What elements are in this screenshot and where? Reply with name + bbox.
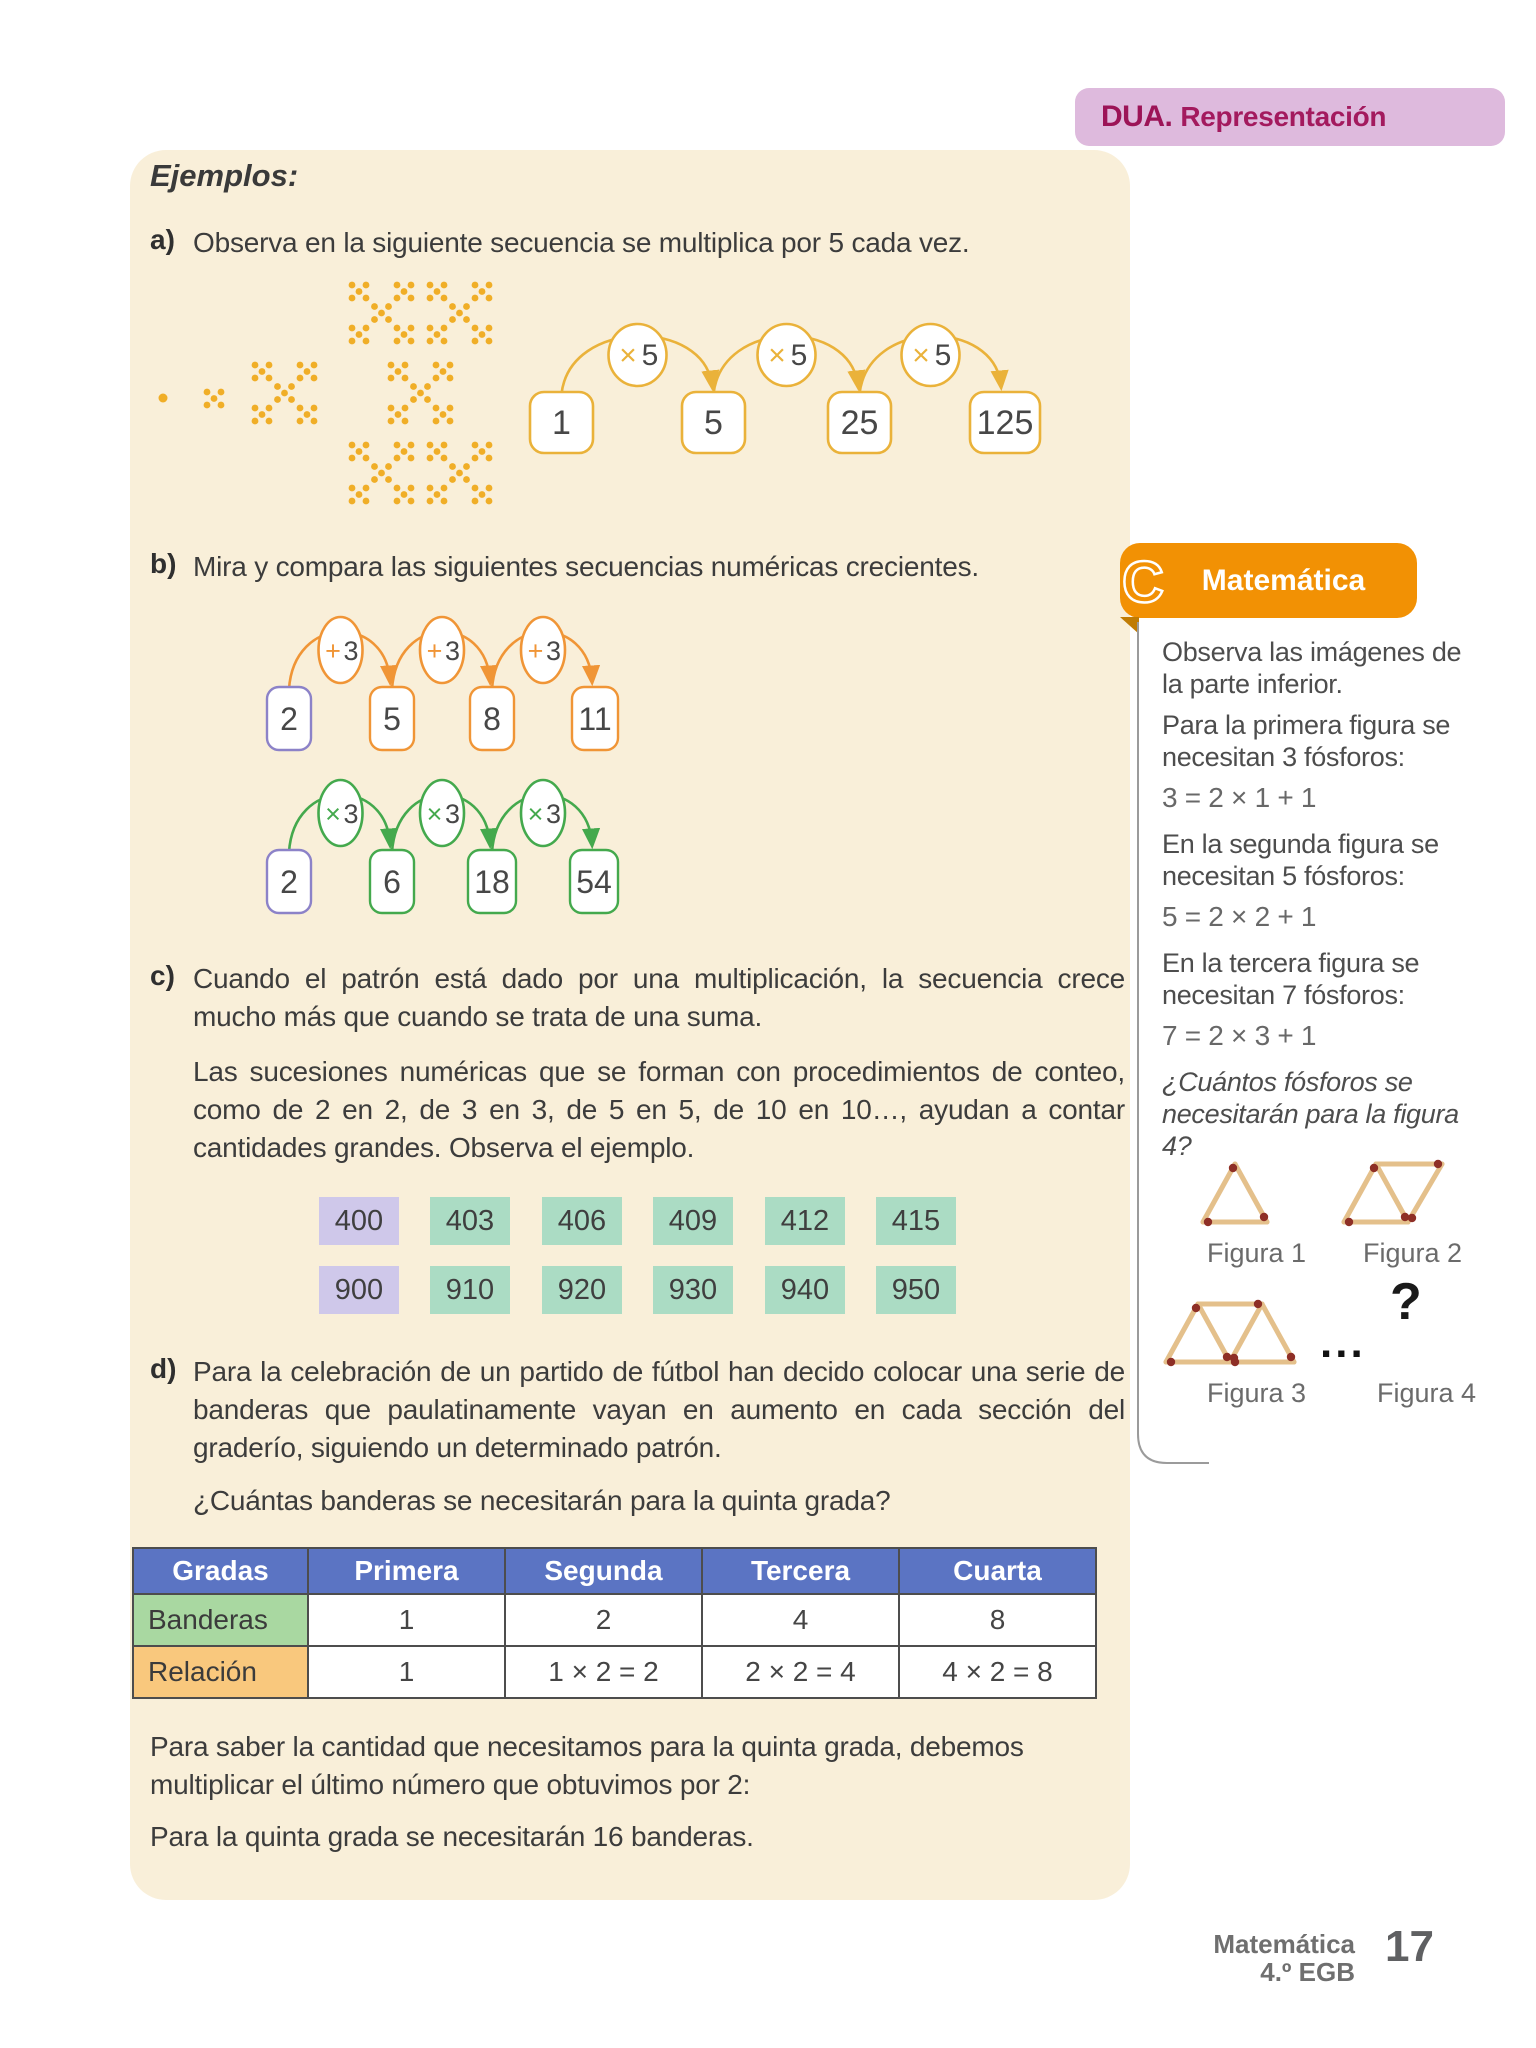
op-symbol: × xyxy=(426,799,443,829)
op-factor: 3 xyxy=(343,636,359,666)
flags-table xyxy=(132,1547,1097,1699)
value: 54 xyxy=(576,864,612,900)
example-c xyxy=(150,960,1125,1036)
value: 25 xyxy=(840,404,879,442)
row-label: Relación xyxy=(133,1646,308,1698)
examples-panel xyxy=(130,150,1130,1900)
col-header: Tercera xyxy=(702,1548,899,1594)
counting-box: 930 xyxy=(653,1266,733,1314)
footer xyxy=(1180,1930,1355,1986)
dot-5-cluster xyxy=(204,389,225,409)
op-symbol: × xyxy=(912,339,930,372)
example-c-para2: Las sucesiones numéricas que se forman con procedimientos de conteo, como de 2 en 2, de 3 en 3, de 5 en 5, de 10 en 10…, ayudan a contar cantidades grandes. Observa el ejemplo. xyxy=(193,1056,1125,1163)
value: 1 xyxy=(552,404,571,442)
table-row xyxy=(133,1594,1096,1646)
example-a-text: Observa en la siguiente secuencia se multiplica por 5 cada vez. xyxy=(193,227,970,258)
note-paragraph: En la segunda figura se necesitan 5 fósforos: xyxy=(1162,829,1439,891)
counting-box: 409 xyxy=(653,1197,733,1245)
counting-box: 900 xyxy=(319,1266,399,1314)
note-card xyxy=(1162,636,1474,1171)
figure-4-label: Figura 4 xyxy=(1377,1378,1477,1408)
op-symbol: + xyxy=(426,636,443,666)
example-b-text: Mira y compara las siguientes secuencias numéricas crecientes. xyxy=(193,551,979,582)
op-symbol: × xyxy=(619,339,637,372)
op-symbol: + xyxy=(527,636,544,666)
example-d-label: d) xyxy=(150,1353,177,1384)
example-d xyxy=(150,1353,1125,1467)
counting-box: 940 xyxy=(765,1266,845,1314)
counting-box: 950 xyxy=(876,1266,956,1314)
col-header: Gradas xyxy=(133,1548,308,1594)
panel-title: Ejemplos: xyxy=(150,158,299,193)
example-c-para1: Cuando el patrón está dado por una multiplicación, la secuencia crece mucho más que cuando se trata de una suma. xyxy=(193,963,1125,1032)
op-factor: 3 xyxy=(343,799,359,829)
col-header: Segunda xyxy=(505,1548,702,1594)
closing-text-2: Para la quinta grada se necesitarán 16 banderas. xyxy=(150,1821,754,1852)
cell: 1 xyxy=(308,1594,505,1646)
example-a-label: a) xyxy=(150,224,175,255)
note-equation: 3 = 2 × 1 + 1 xyxy=(1162,782,1317,813)
footer-subject: Matemática xyxy=(1213,1929,1355,1959)
op-factor: 5 xyxy=(934,339,952,372)
value: 2 xyxy=(280,701,298,737)
dua-prefix: DUA. xyxy=(1101,100,1173,133)
value: 5 xyxy=(704,404,723,442)
note-question: ¿Cuántos fósforos se necesitarán para la figura 4? xyxy=(1162,1067,1459,1161)
op-factor: 3 xyxy=(545,799,562,829)
col-header: Primera xyxy=(308,1548,505,1594)
dua-badge xyxy=(1075,88,1505,146)
question-mark: ? xyxy=(1390,1273,1422,1331)
counting-box: 910 xyxy=(430,1266,510,1314)
op-factor: 5 xyxy=(641,339,659,372)
dua-label: Representación xyxy=(1180,101,1387,132)
op-symbol: × xyxy=(768,339,786,372)
table-header-row xyxy=(133,1548,1096,1594)
example-a xyxy=(150,224,1125,262)
ellipsis-dots: ... xyxy=(1320,1318,1366,1367)
value: 2 xyxy=(280,864,298,900)
figure-3-label: Figura 3 xyxy=(1207,1378,1307,1408)
cell: 1 × 2 = 2 xyxy=(505,1646,702,1698)
value: 18 xyxy=(474,864,510,900)
counting-box: 406 xyxy=(542,1197,622,1245)
note-paragraph: Observa las imágenes de la parte inferior. xyxy=(1162,637,1462,699)
note-tab-label: Matemática xyxy=(1201,563,1366,597)
cell: 8 xyxy=(899,1594,1096,1646)
matchstick-figure-1 xyxy=(1197,1158,1273,1230)
counting-box: 400 xyxy=(319,1197,399,1245)
counting-box: 412 xyxy=(765,1197,845,1245)
svg-text:C: C xyxy=(1122,550,1164,615)
note-equation: 7 = 2 × 3 + 1 xyxy=(1162,1020,1317,1051)
value: 8 xyxy=(483,701,501,737)
footer-grade: 4.º EGB xyxy=(1260,1957,1355,1987)
op-symbol: × xyxy=(325,799,341,829)
cell: 4 xyxy=(702,1594,899,1646)
row-label: Banderas xyxy=(133,1594,308,1646)
op-factor: 3 xyxy=(444,799,461,829)
page-number: 17 xyxy=(1385,1922,1434,1971)
dot-1 xyxy=(159,394,168,403)
example-b-label: b) xyxy=(150,548,177,579)
sequence-a-diagram xyxy=(510,300,1070,470)
op-symbol: × xyxy=(527,799,544,829)
note-equation: 5 = 2 × 2 + 1 xyxy=(1162,901,1317,932)
value: 5 xyxy=(383,701,401,737)
col-header: Cuarta xyxy=(899,1548,1096,1594)
matchstick-figure-2 xyxy=(1338,1158,1450,1230)
example-d-question: ¿Cuántas banderas se necesitarán para la quinta grada? xyxy=(193,1485,891,1516)
example-d-text: Para la celebración de un partido de fútbol han decido colocar una serie de banderas que paulatinamente vayan en aumento en cada sección del graderío, siguiendo un determinado patrón. xyxy=(193,1356,1125,1463)
note-paragraph: En la tercera figura se necesitan 7 fósforos: xyxy=(1162,948,1420,1010)
value: 11 xyxy=(578,701,612,737)
counting-box: 415 xyxy=(876,1197,956,1245)
cell: 4 × 2 = 8 xyxy=(899,1646,1096,1698)
figure-2-label: Figura 2 xyxy=(1363,1238,1463,1268)
figure-1-label: Figura 1 xyxy=(1207,1238,1307,1268)
counting-box: 920 xyxy=(542,1266,622,1314)
cell: 2 xyxy=(505,1594,702,1646)
counting-box: 403 xyxy=(430,1197,510,1245)
closing-text-1: Para saber la cantidad que necesitamos para la quinta grada, debemos multiplicar el último número que obtuvimos por 2: xyxy=(150,1731,1024,1800)
matchstick-figure-3 xyxy=(1160,1298,1308,1370)
cell: 1 xyxy=(308,1646,505,1698)
sequence-b-diagram xyxy=(230,600,790,930)
op-factor: 5 xyxy=(790,339,808,372)
value: 125 xyxy=(976,404,1034,442)
note-paragraph: Para la primera figura se necesitan 3 fósforos: xyxy=(1162,710,1451,772)
dot-125-cluster xyxy=(349,282,493,505)
value: 6 xyxy=(383,864,401,900)
table-row xyxy=(133,1646,1096,1698)
dot-25-cluster xyxy=(252,362,318,425)
op-factor: 3 xyxy=(545,636,562,666)
example-c-label: c) xyxy=(150,960,175,991)
op-factor: 3 xyxy=(444,636,461,666)
cell: 2 × 2 = 4 xyxy=(702,1646,899,1698)
example-b xyxy=(150,548,1125,586)
dots-pattern xyxy=(140,270,510,530)
op-symbol: + xyxy=(325,636,341,666)
c-ring-icon xyxy=(1114,552,1178,616)
